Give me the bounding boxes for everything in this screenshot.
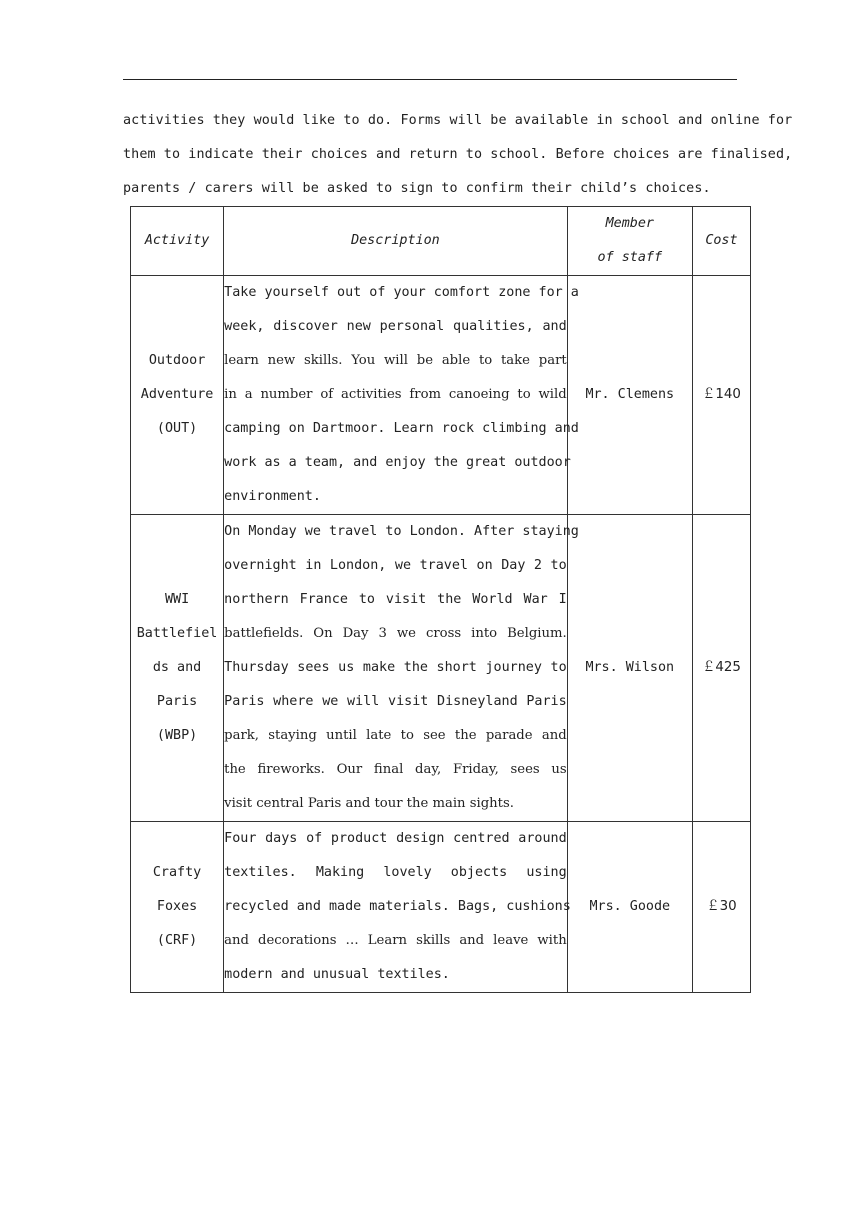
header-activity: Activity	[131, 207, 224, 276]
table-body	[131, 276, 751, 993]
staff-cell: Mrs. Goode	[567, 822, 692, 993]
activity-name-line: Paris	[156, 694, 198, 709]
cost-cell: ￡30	[692, 822, 750, 993]
description-line: overnight in London, we travel on Day 2 to	[224, 558, 567, 573]
description-line: Four days of product design centred around	[224, 831, 567, 846]
activity-name-line: Outdoor	[148, 353, 206, 368]
header-staff-line: Member	[605, 216, 654, 231]
activity-name-line: Battlefiel	[136, 626, 218, 641]
description-line: Paris where we will visit Disneyland Paris	[224, 694, 567, 709]
description-line: week, discover new personal qualities, and	[224, 319, 567, 334]
description-cell	[224, 515, 579, 822]
header-member-of-staff	[567, 207, 692, 276]
activity-name-line: Foxes	[156, 899, 198, 914]
activity-cell	[131, 822, 224, 993]
activities-table	[130, 206, 751, 993]
description-line: in a number of activities from canoeing to wild	[224, 387, 567, 402]
description-line: On Monday we travel to London. After staying	[224, 524, 579, 539]
activity-name-line: (CRF)	[156, 933, 198, 948]
description-cell	[224, 822, 571, 993]
description-line: modern and unusual textiles.	[224, 967, 450, 982]
description-line: park, staying until late to see the parade and	[224, 728, 567, 743]
table-row	[131, 822, 751, 993]
description-line: learn new skills. You will be able to take part	[224, 353, 567, 368]
activity-name-line: ds and	[152, 660, 202, 675]
description-line: environment.	[224, 489, 321, 504]
table-row	[131, 276, 751, 515]
activity-name-line: (OUT)	[156, 421, 198, 436]
intro-paragraph	[123, 104, 793, 206]
intro-line: parents / carers will be asked to sign to confirm their child’s choices.	[123, 181, 711, 196]
header-cost: Cost	[692, 207, 750, 276]
cost-cell: ￡140	[692, 276, 750, 515]
activity-name-line: Crafty	[152, 865, 202, 880]
activity-name-line: Adventure	[140, 387, 214, 402]
description-line: the fireworks. Our final day, Friday, sees us	[224, 762, 567, 777]
description-line: textiles. Making lovely objects using	[224, 865, 567, 880]
header-description: Description	[224, 207, 568, 276]
description-line: Thursday sees us make the short journey to	[224, 660, 567, 675]
description-line: northern France to visit the World War I	[224, 592, 567, 607]
description-line: recycled and made materials. Bags, cushions	[224, 899, 571, 914]
staff-cell: Mr. Clemens	[567, 276, 692, 515]
description-line: work as a team, and enjoy the great outdoor	[224, 455, 571, 470]
activity-name-line: WWI	[164, 592, 190, 607]
activity-name-line: (WBP)	[156, 728, 198, 743]
description-line: camping on Dartmoor. Learn rock climbing and	[224, 421, 579, 436]
table-header-row	[131, 207, 751, 276]
table-row	[131, 515, 751, 822]
staff-cell: Mrs. Wilson	[567, 515, 692, 822]
header-rule	[123, 79, 737, 80]
activity-cell	[131, 276, 224, 515]
description-line: battlefields. On Day 3 we cross into Belgium.	[224, 626, 567, 641]
activity-cell	[131, 515, 224, 822]
description-cell	[224, 276, 579, 515]
intro-line: them to indicate their choices and return to school. Before choices are finalised,	[123, 147, 793, 162]
header-staff-line: of staff	[597, 250, 663, 265]
description-line: visit central Paris and tour the main sights.	[224, 796, 514, 811]
description-line: Take yourself out of your comfort zone for a	[224, 285, 579, 300]
description-line: and decorations … Learn skills and leave with	[224, 933, 567, 948]
intro-line: activities they would like to do. Forms will be available in school and online for	[123, 113, 793, 128]
cost-cell: ￡425	[692, 515, 750, 822]
